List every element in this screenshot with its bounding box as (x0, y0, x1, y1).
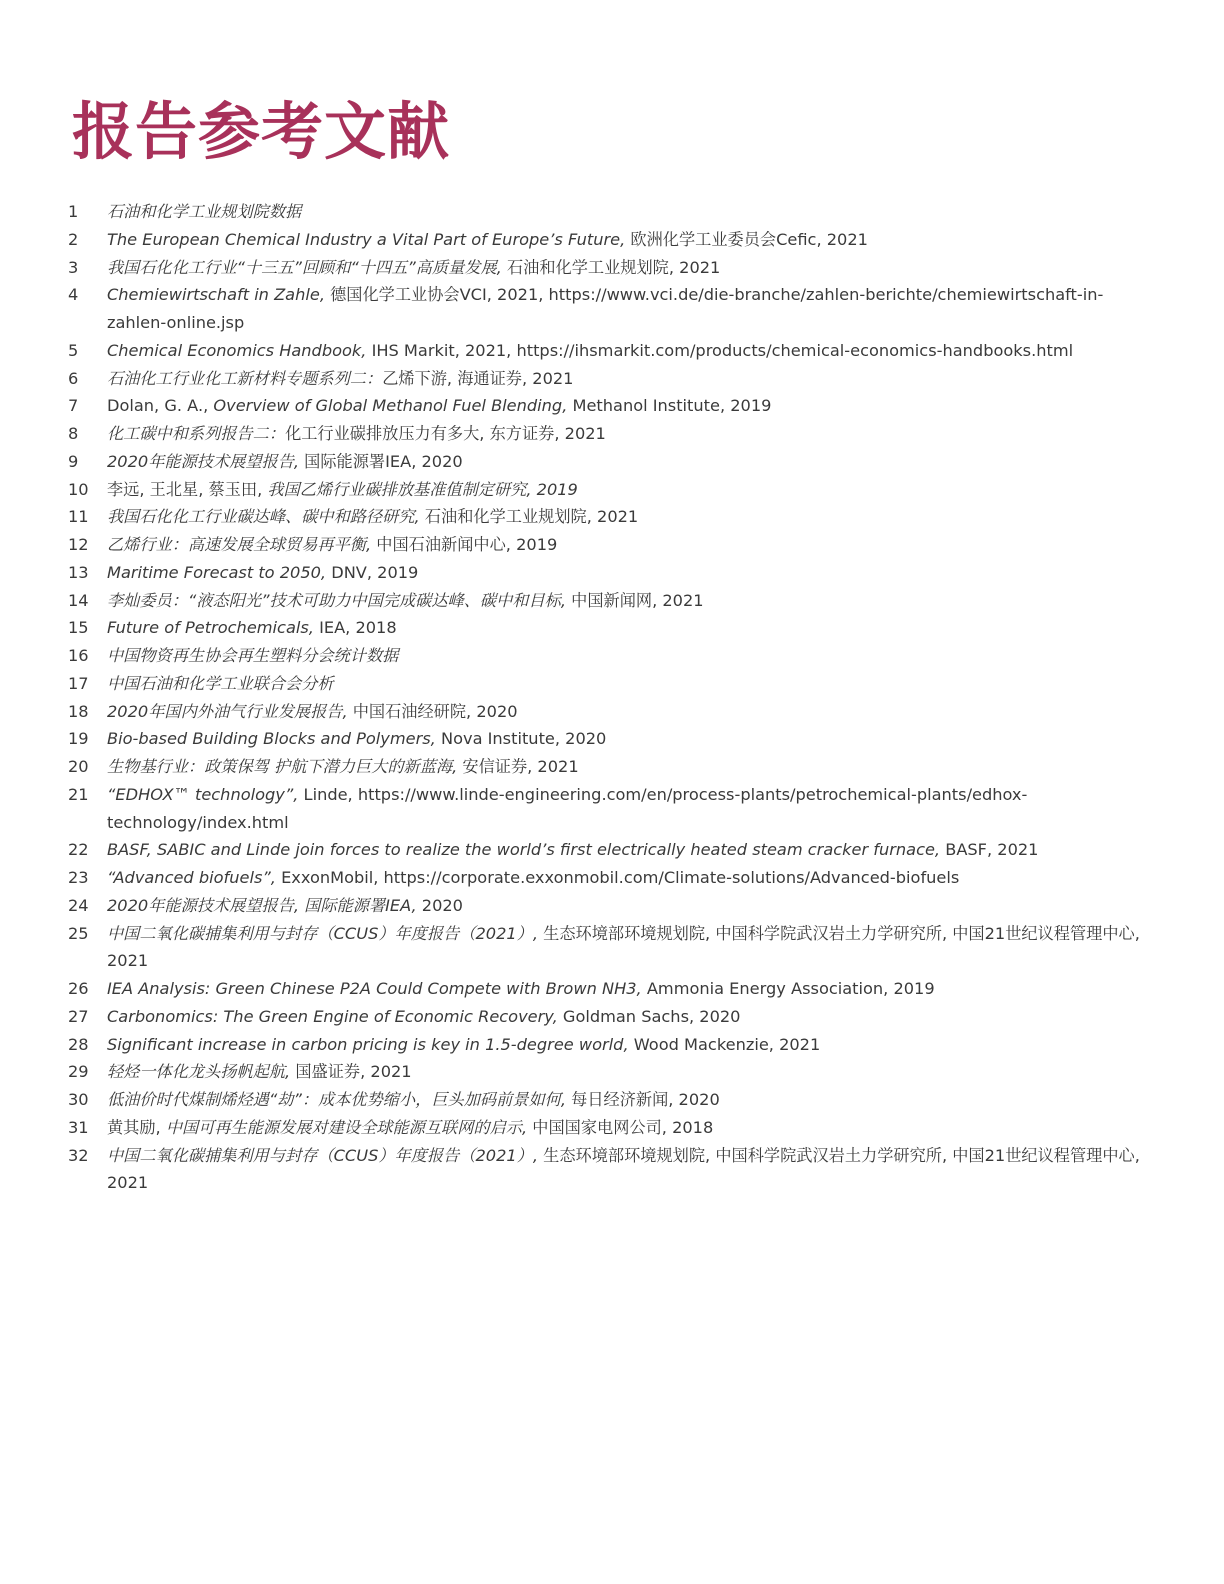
reference-source: 生态环境部环境规划院, 中国科学院武汉岩土力学研究所, 中国21世纪议程管理中心, 2021 (107, 1145, 1140, 1193)
reference-item (68, 531, 1148, 559)
reference-text (107, 420, 1148, 448)
reference-number: 3 (68, 257, 79, 277)
reference-text (107, 226, 1148, 254)
reference-text (107, 670, 1148, 698)
reference-number: 22 (68, 840, 89, 860)
reference-number: 14 (68, 590, 89, 610)
reference-source: 欧洲化学工业委员会Cefic, 2021 (625, 229, 868, 249)
reference-source: Nova Institute, 2020 (435, 729, 607, 749)
reference-item (68, 698, 1148, 726)
reference-text (107, 476, 1148, 504)
reference-number: 28 (68, 1034, 89, 1054)
reference-number: 2 (68, 229, 79, 249)
reference-title: 中国二氧化碳捕集利用与封存（CCUS）年度报告（2021）, (107, 1145, 539, 1165)
reference-text (107, 1142, 1148, 1198)
reference-text (107, 753, 1148, 781)
reference-title: “EDHOX™ technology”, (107, 784, 299, 804)
reference-title: 石油化工行业化工新材料专题系列二： (107, 368, 383, 388)
reference-number: 29 (68, 1062, 89, 1082)
reference-text (107, 1003, 1148, 1031)
reference-text (107, 337, 1148, 365)
reference-item (68, 642, 1148, 670)
reference-text (107, 531, 1148, 559)
reference-source: Linde, https://www.linde-engineering.com/en/process-plants/petrochemical-plants/edhox-technology/index.html (107, 784, 1028, 832)
reference-title: 我国石化化工行业“十三五”回顾和“十四五”高质量发展, (107, 257, 502, 277)
reference-title: 我国石化化工行业碳达峰、碳中和路径研究, (107, 507, 420, 527)
reference-source: 乙烯下游, 海通证券, 2021 (382, 368, 574, 388)
reference-title: 低油价时代煤制烯烃遇“劫”：成本优势缩小，巨头加码前景如何, (107, 1090, 566, 1109)
reference-source: Wood Mackenzie, 2021 (628, 1034, 821, 1054)
reference-item (68, 476, 1148, 504)
reference-number: 9 (68, 451, 79, 471)
reference-number: 21 (68, 784, 89, 804)
reference-source: 中国国家电网公司, 2018 (527, 1117, 714, 1137)
reference-text (107, 725, 1148, 753)
reference-number: 18 (68, 701, 89, 721)
reference-title: Future of Petrochemicals, (107, 618, 314, 638)
reference-text (107, 1114, 1148, 1142)
reference-text (107, 975, 1148, 1003)
reference-source: 国盛证券, 2021 (290, 1062, 412, 1082)
reference-item (68, 892, 1148, 920)
reference-item (68, 1142, 1148, 1198)
reference-number: 23 (68, 868, 89, 887)
reference-text (107, 614, 1148, 642)
reference-item (68, 1003, 1148, 1031)
reference-item (68, 448, 1148, 476)
reference-title: Maritime Forecast to 2050, (107, 562, 327, 582)
reference-number: 7 (68, 396, 79, 416)
reference-source: 黄其励, (107, 1117, 166, 1137)
reference-title: 中国二氧化碳捕集利用与封存（CCUS）年度报告（2021）, (107, 923, 539, 943)
reference-number: 8 (68, 424, 79, 443)
reference-number: 1 (68, 202, 79, 221)
reference-item (68, 198, 1148, 226)
reference-item (68, 420, 1148, 448)
reference-title: 2020年能源技术展望报告, (107, 451, 300, 471)
reference-number: 11 (68, 507, 89, 527)
reference-item (68, 503, 1148, 531)
reference-item (68, 670, 1148, 698)
reference-title: “Advanced biofuels”, (107, 868, 276, 887)
reference-source: 石油和化学工业规划院, 2021 (501, 257, 721, 277)
reference-title: Significant increase in carbon pricing is key in 1.5-degree world, (107, 1034, 629, 1054)
reference-source: 李远, 王北星, 蔡玉田, (107, 479, 268, 499)
reference-text (107, 1058, 1148, 1086)
reference-source: Goldman Sachs, 2020 (557, 1006, 741, 1026)
reference-text (107, 892, 1148, 920)
reference-text (107, 392, 1148, 420)
reference-title: 轻烃一体化龙头扬帆起航, (107, 1062, 291, 1082)
reference-number: 31 (68, 1117, 89, 1137)
reference-item (68, 226, 1148, 254)
reference-text (107, 587, 1148, 615)
reference-item (68, 753, 1148, 781)
reference-item (68, 836, 1148, 864)
reference-number: 15 (68, 618, 89, 638)
reference-text (107, 836, 1148, 864)
reference-title: 2020年能源技术展望报告, 国际能源署IEA, (107, 895, 417, 915)
reference-item (68, 614, 1148, 642)
reference-item (68, 1058, 1148, 1086)
reference-item (68, 337, 1148, 365)
reference-text (107, 781, 1148, 837)
reference-source: 每日经济新闻, 2020 (565, 1090, 720, 1109)
reference-item (68, 920, 1148, 976)
reference-text (107, 198, 1148, 226)
reference-number: 25 (68, 923, 89, 943)
reference-text (107, 698, 1148, 726)
reference-number: 6 (68, 368, 79, 388)
reference-item (68, 254, 1148, 282)
reference-source: 国际能源署IEA, 2020 (299, 451, 463, 471)
reference-source: Methanol Institute, 2019 (567, 396, 772, 416)
reference-number: 30 (68, 1090, 89, 1109)
reference-number: 4 (68, 285, 79, 305)
reference-source: IEA, 2018 (313, 618, 397, 638)
reference-number: 27 (68, 1006, 89, 1026)
reference-text (107, 281, 1148, 337)
reference-title: Overview of Global Methanol Fuel Blending, (213, 396, 568, 416)
reference-text (107, 920, 1148, 976)
reference-source: 中国石油新闻中心, 2019 (371, 535, 558, 554)
reference-title: IEA Analysis: Green Chinese P2A Could Compete with Brown NH3, (107, 979, 642, 998)
reference-number: 5 (68, 340, 79, 360)
reference-item (68, 1086, 1148, 1114)
reference-source: Dolan, G. A., (107, 396, 214, 416)
reference-source: 德国化学工业协会VCI, 2021, https://www.vci.de/die-branche/zahlen-berichte/chemiewirtschaft-in-zahlen-online.jsp (107, 285, 1104, 332)
reference-item (68, 1114, 1148, 1142)
reference-item (68, 864, 1148, 892)
reference-title: 石油和化学工业规划院数据 (107, 202, 302, 221)
reference-title: 2020年国内外油气行业发展报告, (107, 701, 348, 721)
reference-number: 10 (68, 479, 89, 499)
reference-number: 12 (68, 535, 89, 554)
reference-source: 中国新闻网, 2021 (565, 590, 704, 610)
reference-text (107, 503, 1148, 531)
reference-text (107, 254, 1148, 282)
reference-title: 我国乙烯行业碳排放基准值制定研究, 2019 (267, 479, 578, 499)
reference-title: The European Chemical Industry a Vital Part of Europe’s Future, (107, 229, 626, 249)
reference-title: 生物基行业：政策保驾 护航下潜力巨大的新蓝海, (107, 757, 458, 776)
reference-source: IHS Markit, 2021, https://ihsmarkit.com/products/chemical-economics-handbooks.html (366, 340, 1074, 360)
reference-title: 李灿委员：“液态阳光”技术可助力中国完成碳达峰、碳中和目标, (107, 590, 566, 610)
reference-text (107, 864, 1148, 892)
reference-text (107, 642, 1148, 670)
reference-source: 安信证券, 2021 (457, 757, 579, 776)
reference-source: Ammonia Energy Association, 2019 (641, 979, 935, 998)
reference-number: 26 (68, 979, 89, 998)
reference-title: 乙烯行业：高速发展全球贸易再平衡, (107, 535, 372, 554)
reference-item (68, 587, 1148, 615)
reference-item (68, 365, 1148, 393)
reference-item (68, 725, 1148, 753)
reference-item (68, 281, 1148, 337)
reference-number: 19 (68, 729, 89, 749)
reference-title: Carbonomics: The Green Engine of Economic Recovery, (107, 1006, 558, 1026)
reference-source: 石油和化学工业规划院, 2021 (419, 507, 639, 527)
reference-title: 化工碳中和系列报告二： (107, 424, 286, 443)
reference-title: Chemical Economics Handbook, (107, 340, 367, 360)
reference-title: Bio-based Building Blocks and Polymers, (107, 729, 436, 749)
reference-number: 20 (68, 757, 89, 776)
reference-source: DNV, 2019 (326, 562, 419, 582)
reference-item (68, 392, 1148, 420)
reference-number: 17 (68, 673, 89, 693)
reference-number: 16 (68, 646, 89, 665)
reference-item (68, 975, 1148, 1003)
reference-item (68, 559, 1148, 587)
reference-title: 中国可再生能源发展对建设全球能源互联网的启示, (165, 1117, 528, 1137)
reference-source: 生态环境部环境规划院, 中国科学院武汉岩土力学研究所, 中国21世纪议程管理中心, 2021 (107, 923, 1140, 971)
reference-text (107, 1086, 1148, 1114)
reference-list (68, 198, 1148, 1197)
reference-title: BASF, SABIC and Linde join forces to realize the world’s first electrically heated steam cracker furnace, (107, 840, 941, 860)
reference-number: 32 (68, 1145, 89, 1165)
reference-title: 中国物资再生协会再生塑料分会统计数据 (107, 646, 399, 665)
reference-source: BASF, 2021 (940, 840, 1039, 860)
reference-source: 2020 (416, 895, 463, 915)
page-title: 报告参考文献 (72, 95, 451, 168)
reference-text (107, 448, 1148, 476)
reference-item (68, 781, 1148, 837)
reference-source: 化工行业碳排放压力有多大, 东方证券, 2021 (285, 424, 606, 443)
reference-source: ExxonMobil, https://corporate.exxonmobil.com/Climate-solutions/Advanced-biofuels (275, 868, 960, 887)
reference-text (107, 559, 1148, 587)
reference-title: 中国石油和化学工业联合会分析 (107, 673, 334, 693)
reference-title: Chemiewirtschaft in Zahle, (107, 285, 325, 305)
reference-source: 中国石油经研院, 2020 (347, 701, 518, 721)
reference-number: 24 (68, 895, 89, 915)
reference-text (107, 365, 1148, 393)
reference-text (107, 1031, 1148, 1059)
reference-item (68, 1031, 1148, 1059)
reference-number: 13 (68, 562, 89, 582)
